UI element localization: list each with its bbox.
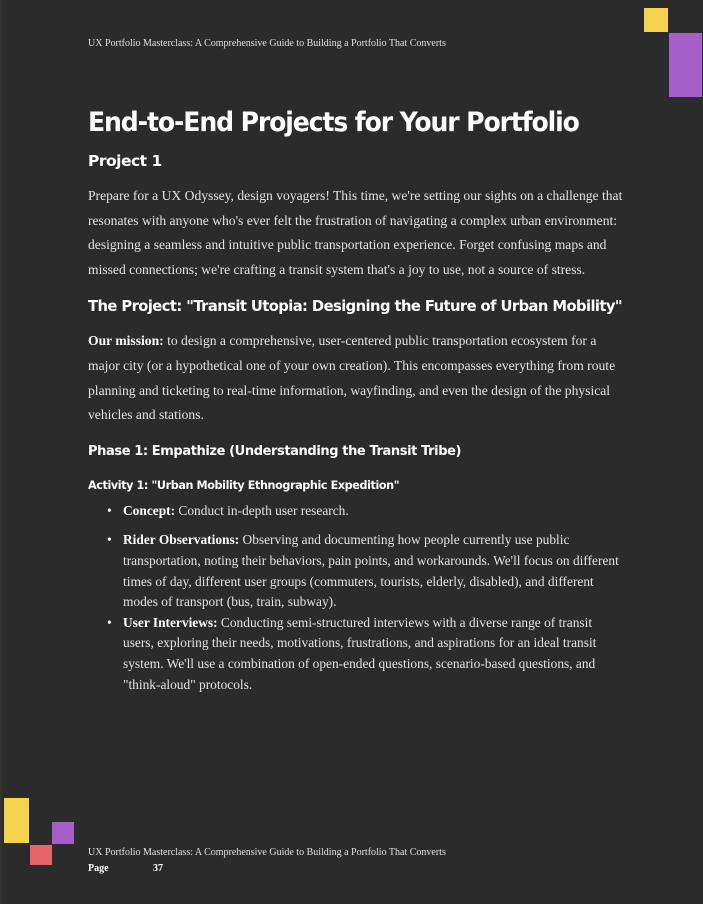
activity-bullet-list	[88, 501, 623, 695]
bullet-text: Observing and documenting how people currently use public transportation, noting their behaviors, pain points, and workarounds. We'll focus on different times of day, different user groups (commuters, tourists, elderly, disabled), and different modes of transport (bus, train, subway).	[123, 532, 619, 610]
list-item	[107, 530, 623, 612]
decorative-yellow-square-top	[644, 8, 668, 32]
list-item	[107, 613, 623, 695]
page-number: 37	[153, 863, 163, 874]
page-edge	[0, 0, 2, 904]
decorative-yellow-block-bottom	[4, 798, 29, 843]
page-title: End-to-End Projects for Your Portfolio	[88, 107, 579, 138]
bullet-dot-icon: •	[107, 502, 112, 518]
page-content	[88, 104, 623, 695]
bullet-dot-icon: •	[107, 532, 112, 548]
list-item	[107, 501, 623, 522]
bullet-label: User Interviews:	[123, 614, 218, 630]
mission-text: to design a comprehensive, user-centered public transportation ecosystem for a major city (or a hypothetical one of your own creation). This encompasses everything from route planning and ticketing to real-time information, wayfinding, and even the design of the physical vehicles and stations.	[88, 333, 616, 423]
decorative-pink-square-bottom	[30, 845, 52, 865]
intro-paragraph: Prepare for a UX Odyssey, design voyagers! This time, we're setting our sights on a challenge that resonates with anyone who's ever felt the frustration of navigating a complex urban environment: designing a seamless and intuitive public transportation experience. Forget confusing maps and missed connections; we're crafting a transit system that's a joy to use, not a source of stress.	[88, 188, 623, 277]
mission-paragraph	[88, 329, 623, 427]
bullet-text: Conduct in-depth user research.	[175, 502, 349, 518]
project-title: The Project: "Transit Utopia: Designing the Future of Urban Mobility"	[88, 297, 623, 316]
page-label: Page	[88, 863, 109, 874]
running-footer: UX Portfolio Masterclass: A Comprehensive Guide to Building a Portfolio That Converts	[88, 847, 446, 858]
running-header: UX Portfolio Masterclass: A Comprehensive Guide to Building a Portfolio That Converts	[88, 38, 446, 49]
decorative-purple-block-top	[669, 33, 702, 97]
project-label: Project 1	[88, 152, 162, 170]
activity-heading: Activity 1: "Urban Mobility Ethnographic Expedition"	[88, 478, 400, 492]
bullet-label: Concept:	[123, 502, 176, 518]
bullet-label: Rider Observations:	[123, 532, 240, 548]
decorative-purple-square-bottom	[52, 822, 74, 844]
bullet-dot-icon: •	[107, 614, 112, 630]
mission-label: Our mission:	[88, 333, 164, 349]
bullet-text: Conducting semi-structured interviews with a diverse range of transit users, exploring their needs, motivations, frustrations, and aspirations for an ideal transit system. We'll use a combination of open-ended questions, scenario-based questions, and "think-aloud" protocols.	[123, 614, 597, 692]
phase-heading: Phase 1: Empathize (Understanding the Transit Tribe)	[88, 443, 462, 459]
